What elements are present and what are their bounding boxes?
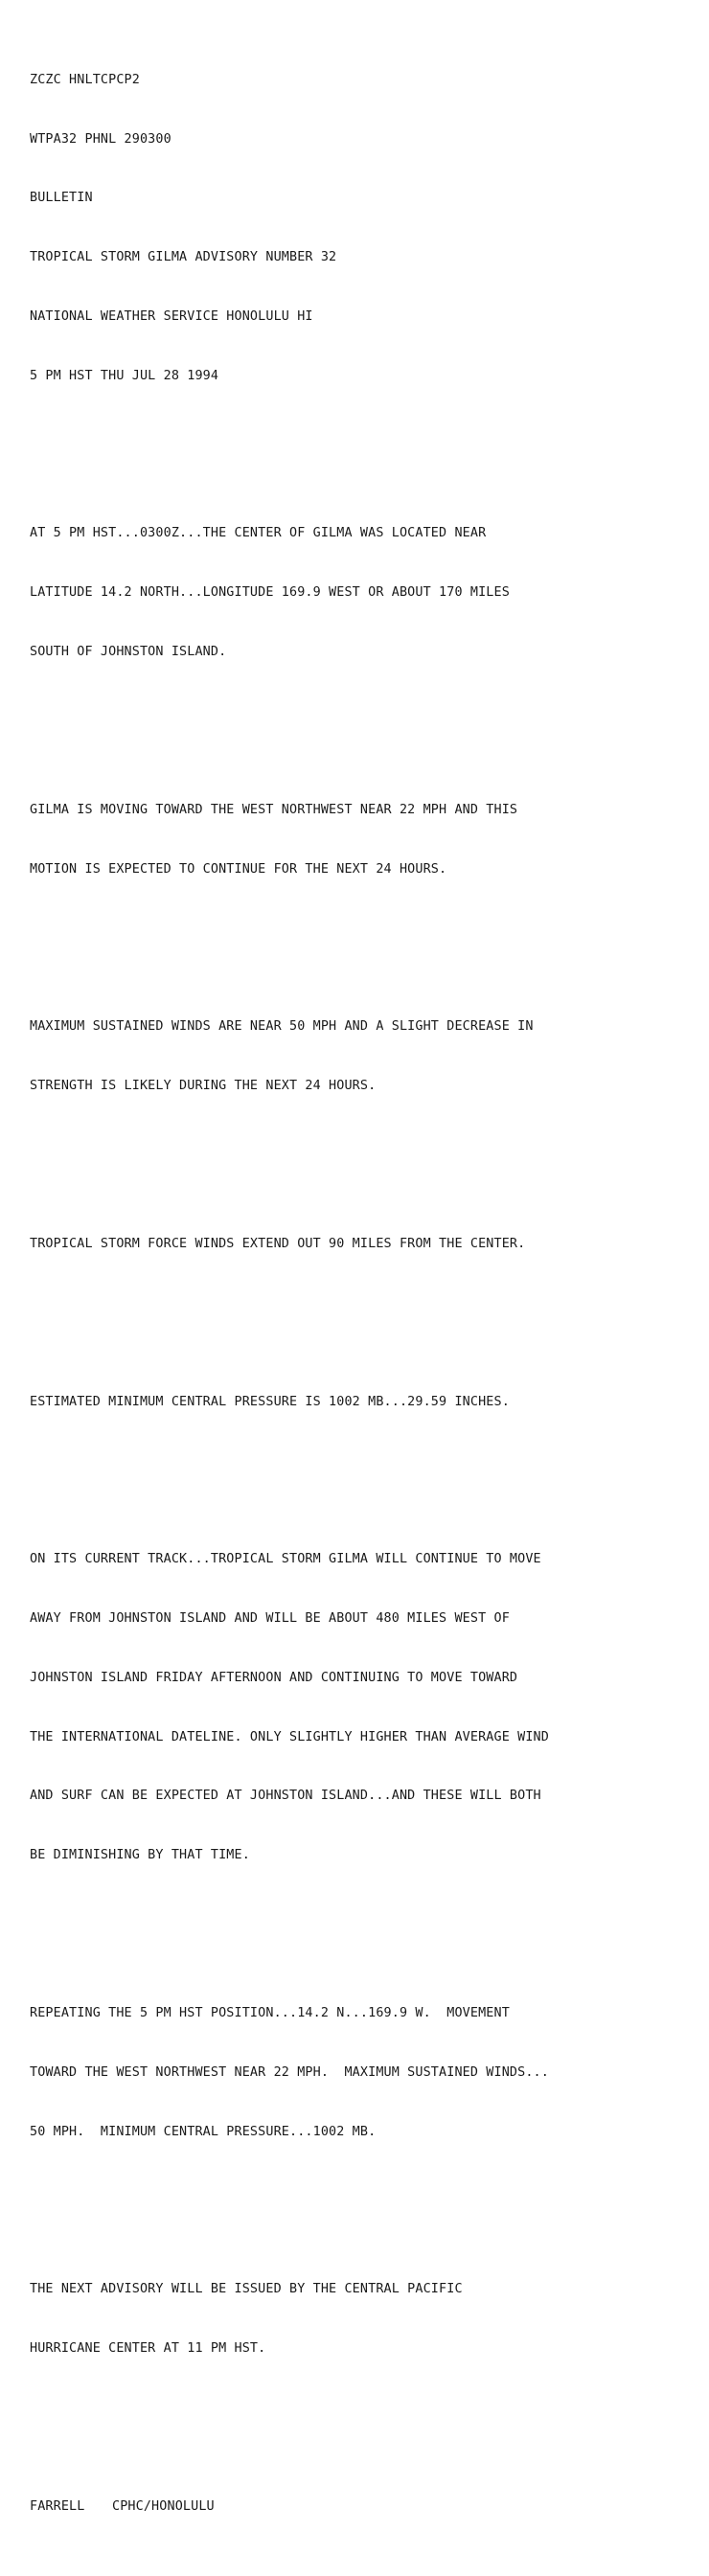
forecaster-name: FARRELL [30,2498,85,2514]
track-paragraph-line: AND SURF CAN BE EXPECTED AT JOHNSTON ISLAND...AND THESE WILL BOTH [30,1789,541,1804]
movement-paragraph-line: MOTION IS EXPECTED TO CONTINUE FOR THE NEXT 24 HOURS. [30,861,447,877]
issuing-office: NATIONAL WEATHER SERVICE HONOLULU HI [30,308,313,324]
repeat-paragraph-line: TOWARD THE WEST NORTHWEST NEAR 22 MPH. MAXIMUM SUSTAINED WINDS... [30,2064,549,2080]
location-paragraph-line: SOUTH OF JOHNSTON ISLAND. [30,645,227,659]
paragraph-gap [30,1926,691,1946]
paragraph-gap [30,939,691,959]
header-line: WTPA32 PHNL 290300 [30,131,172,147]
track-paragraph-line: JOHNSTON ISLAND FRIDAY AFTERNOON AND CONTINUING TO MOVE TOWARD [30,1670,518,1685]
paragraph-gap [30,1155,691,1175]
winds-paragraph-line: STRENGTH IS LIKELY DURING THE NEXT 24 HOURS. [30,1079,377,1094]
next-advisory-line: THE NEXT ADVISORY WILL BE ISSUED BY THE CENTRAL PACIFIC [30,2282,463,2297]
advisory-text [30,11,691,2576]
paragraph-gap [30,2201,691,2222]
winds-paragraph-line: MAXIMUM SUSTAINED WINDS ARE NEAR 50 MPH AND A SLIGHT DECREASE IN [30,1019,534,1035]
signature-line [30,2497,691,2518]
paragraph-gap [30,1313,691,1334]
movement-paragraph-line: GILMA IS MOVING TOWARD THE WEST NORTHWEST NEAR 22 MPH AND THIS [30,802,518,817]
track-paragraph-line: THE INTERNATIONAL DATELINE. ONLY SLIGHTLY HIGHER THAN AVERAGE WIND [30,1729,549,1744]
paragraph-gap [30,1471,691,1492]
issue-time: 5 PM HST THU JUL 28 1994 [30,368,219,383]
advisory-title: TROPICAL STORM GILMA ADVISORY NUMBER 32 [30,250,337,265]
office-name: CPHC/HONOLULU [112,2498,215,2514]
header-line: ZCZC HNLTCPCP2 [30,72,140,87]
extent-paragraph-line: TROPICAL STORM FORCE WINDS EXTEND OUT 90 MILES FROM THE CENTER. [30,1236,526,1251]
location-paragraph-line: AT 5 PM HST...0300Z...THE CENTER OF GILMA WAS LOCATED NEAR [30,526,487,541]
location-paragraph-line: LATITUDE 14.2 NORTH...LONGITUDE 169.9 WEST OR ABOUT 170 MILES [30,585,510,601]
track-paragraph-line: BE DIMINISHING BY THAT TIME. [30,1848,250,1863]
track-paragraph-line: ON ITS CURRENT TRACK...TROPICAL STORM GILMA WILL CONTINUE TO MOVE [30,1552,541,1567]
paragraph-gap [30,2418,691,2438]
repeat-paragraph-line: 50 MPH. MINIMUM CENTRAL PRESSURE...1002 MB. [30,2124,377,2139]
repeat-paragraph-line: REPEATING THE 5 PM HST POSITION...14.2 N...169.9 W. MOVEMENT [30,2005,510,2020]
header-line: BULLETIN [30,191,93,206]
next-advisory-line: HURRICANE CENTER AT 11 PM HST. [30,2341,266,2357]
track-paragraph-line: AWAY FROM JOHNSTON ISLAND AND WILL BE ABOUT 480 MILES WEST OF [30,1611,510,1627]
pressure-paragraph-line: ESTIMATED MINIMUM CENTRAL PRESSURE IS 1002 MB...29.59 INCHES. [30,1394,510,1409]
paragraph-gap [30,721,691,741]
paragraph-gap [30,445,691,466]
